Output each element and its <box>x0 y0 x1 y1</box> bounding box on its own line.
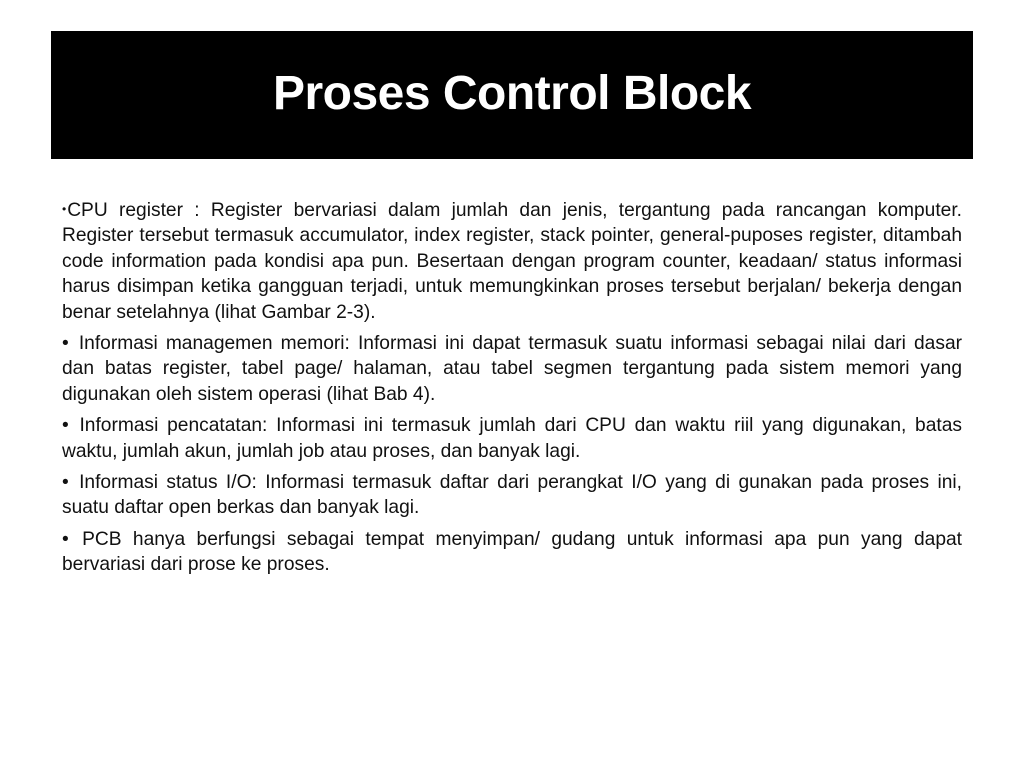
bullet-text: Informasi status I/O: Informasi termasuk daftar dari perangkat I/O yang di gunakan pada proses ini, suatu daftar open berkas dan banyak lagi. <box>62 472 962 519</box>
bullet-icon: • <box>62 472 69 494</box>
bullet-icon: • <box>62 202 67 216</box>
bullet-cpu-register <box>62 197 962 325</box>
bullet-text: Informasi pencatatan: Informasi ini termasuk jumlah dari CPU dan waktu riil yang digunakan, batas waktu, jumlah akun, jumlah job atau proses, dan banyak lagi. <box>62 415 962 462</box>
bullet-io-status <box>62 470 962 521</box>
bullet-text: PCB hanya berfungsi sebagai tempat menyimpan/ gudang untuk informasi apa pun yang dapat bervariasi dari prose ke proses. <box>62 528 962 576</box>
bullet-pcb-repository <box>62 527 962 578</box>
slide-body <box>62 197 962 584</box>
bullet-memory-management <box>62 331 962 407</box>
bullet-text: Informasi managemen memori: Informasi ini dapat termasuk suatu informasi sebagai nilai dari dasar dan batas register, tabel page/ halaman, atau tabel segmen tergantung pada sistem memori yang digunakan oleh sistem operasi (lihat Bab 4). <box>62 333 962 405</box>
bullet-icon: • <box>62 333 69 355</box>
slide-title: Proses Control Block <box>272 66 752 120</box>
bullet-icon: • <box>62 528 69 550</box>
title-bar <box>51 31 973 159</box>
bullet-text: CPU register : Register bervariasi dalam jumlah dan jenis, tergantung pada rancangan komputer. Register tersebut termasuk accumulator, index register, stack pointer, general-puposes register, ditambah code information pada kondisi apa pun. Besertaan dengan program counter, keadaan/ status informasi harus disimpan ketika gangguan terjadi, untuk memungkinkan proses tersebut berjalan/ bekerja dengan benar setelahnya (lihat Gambar 2-3). <box>62 200 962 323</box>
bullet-accounting <box>62 413 962 464</box>
bullet-icon: • <box>62 415 69 437</box>
